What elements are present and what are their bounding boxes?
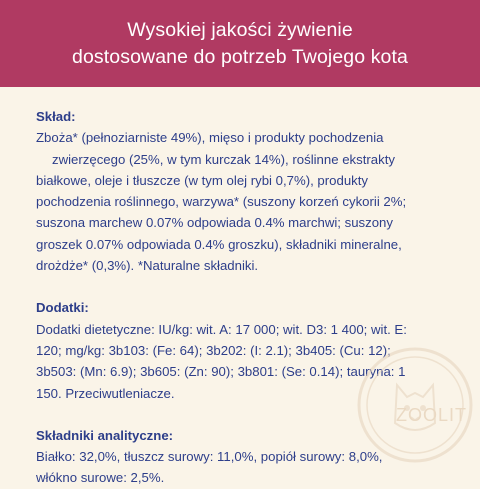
sklad-line: Zboża* (pełnoziarniste 49%), mięso i produkty pochodzenia [36,130,384,146]
section-heading-dodatki: Dodatki: [36,300,89,316]
header-title-line-2: dostosowane do potrzeb Twojego kota [72,45,408,68]
sklad-line: białkowe, oleje i tłuszcze (w tym olej rybi 0,7%), produkty [36,172,369,188]
sklad-line: suszona marchew 0.07% odpowiada 0.4% marchwi; suszony [36,215,393,231]
dodatki-line: 150. Przeciwutleniacze. [36,385,175,401]
header-title-line-1: Wysokiej jakości żywienie [127,18,353,41]
dodatki-line: Dodatki dietetyczne: IU/kg: wit. A: 17 000; wit. D3: 1 400; wit. E: [36,321,407,337]
analityczne-line: Białko: 32,0%, tłuszcz surowy: 11,0%, popiół surowy: 8,0%, [36,449,383,465]
header-banner [0,0,480,87]
sklad-line: pochodzenia roślinnego, warzywa* (suszony korzeń cykorii 2%; [36,194,407,210]
watermark-brand-text: ZOOLIT [396,405,468,425]
analityczne-line: włókno surowe: 2,5%. [36,470,165,486]
sklad-line: groszek 0.07% odpowiada 0.4% groszku), składniki mineralne, [36,236,402,252]
dodatki-line: 3b503: (Mn: 6.9); 3b605: (Zn: 90); 3b801: (Se: 0.14); tauryna: 1 [36,364,406,380]
sklad-line: drożdże* (0,3%). *Naturalne składniki. [36,258,259,274]
section-heading-analityczne: Składniki analityczne: [36,427,174,443]
sklad-line: zwierzęcego (25%, w tym kurczak 14%), roślinne ekstrakty [52,151,395,167]
dodatki-line: 120; mg/kg: 3b103: (Fe: 64); 3b202: (I: 2.1); 3b405: (Cu: 12); [36,342,391,358]
section-heading-sklad: Skład: [36,109,76,124]
section-sklad [36,106,454,276]
